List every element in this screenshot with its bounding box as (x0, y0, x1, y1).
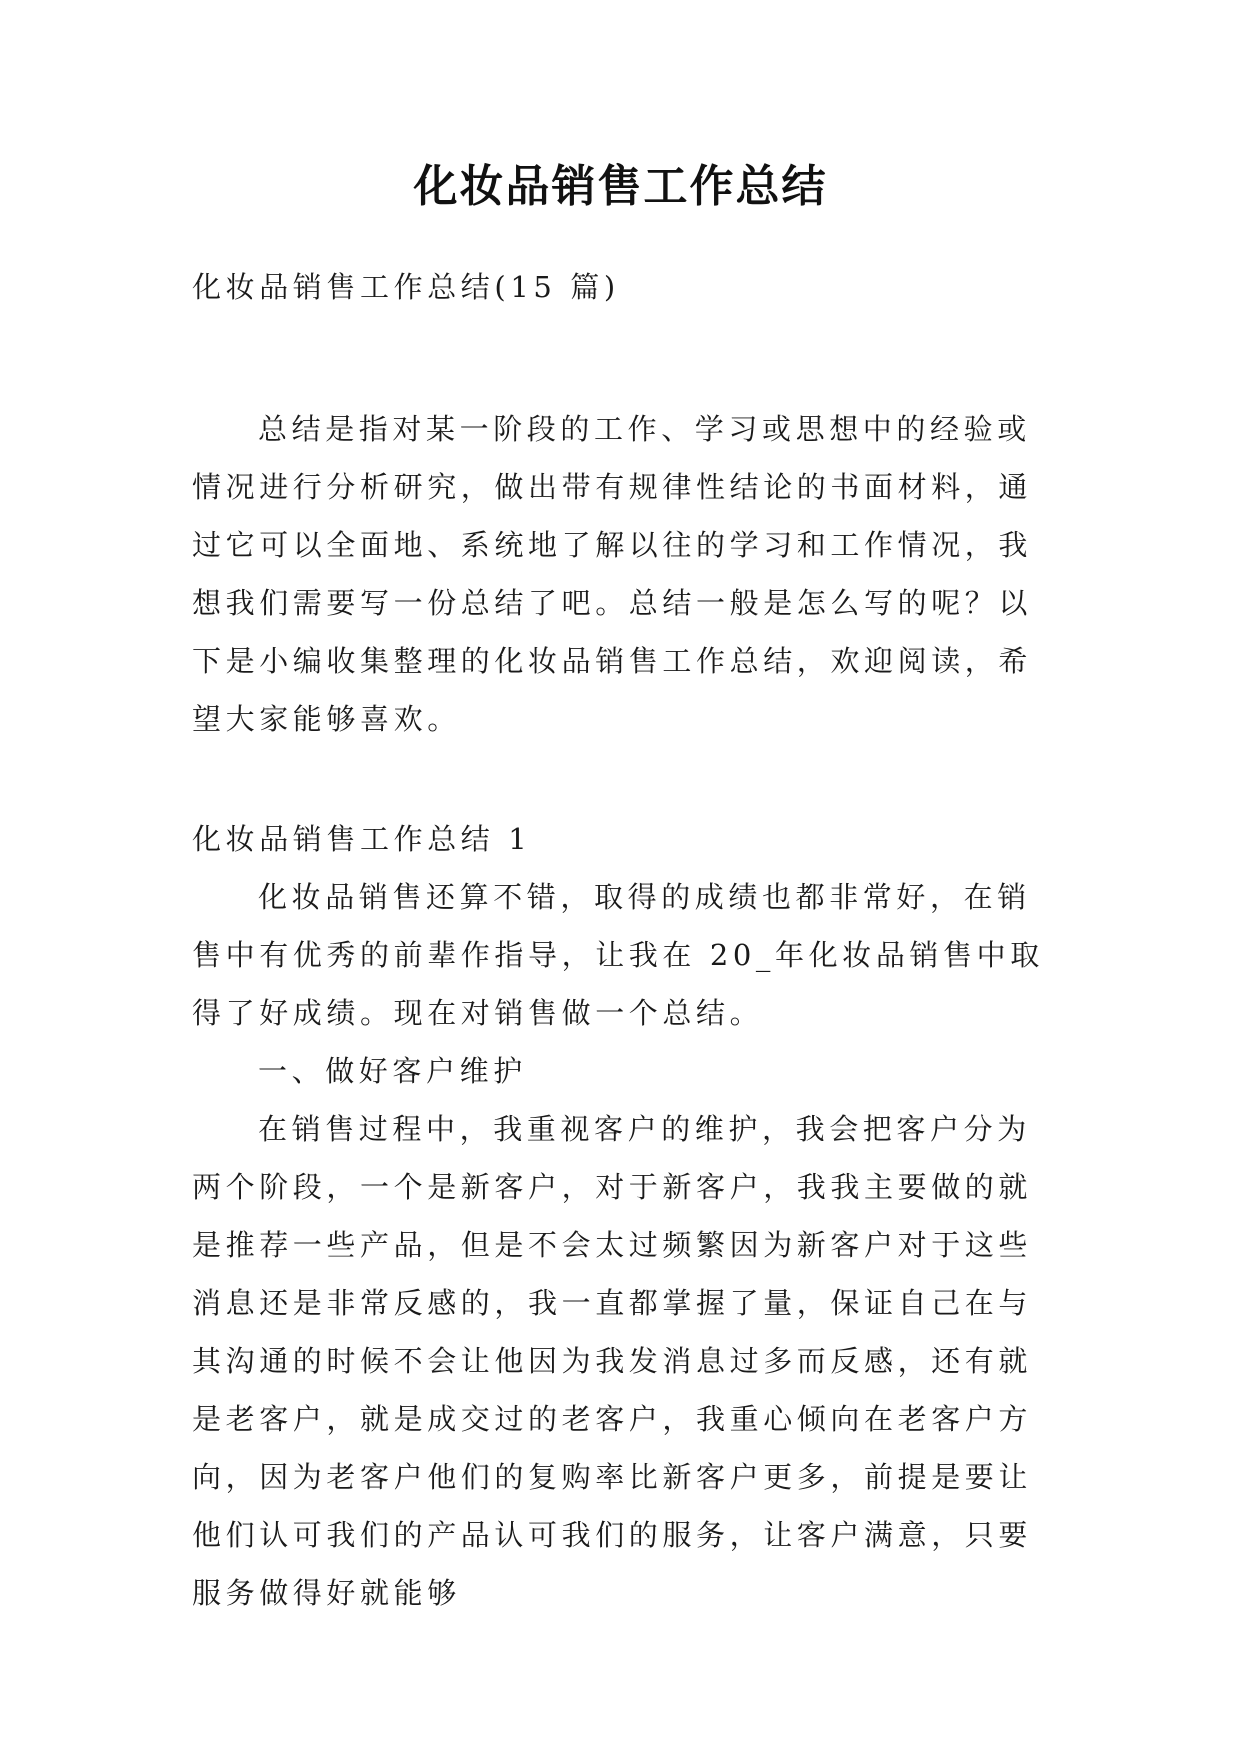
intro-section (192, 400, 1060, 748)
section-1 (192, 810, 1060, 1622)
section-paragraph-1: 化妆品销售还算不错，取得的成绩也都非常好，在销售中有优秀的前辈作指导，让我在 20_年化妆品销售中取得了好成绩。现在对销售做一个总结。 (192, 880, 1044, 1030)
section-subheading: 一、做好客户维护 (258, 1054, 527, 1088)
document-title: 化妆品销售工作总结 (413, 161, 828, 212)
intro-paragraph: 总结是指对某一阶段的工作、学习或思想中的经验或情况进行分析研究，做出带有规律性结论的书面材料，通过它可以全面地、系统地了解以往的学习和工作情况，我想我们需要写一份总结了吧。总结一般是怎么写的呢？以下是小编收集整理的化妆品销售工作总结，欢迎阅读，希望大家能够喜欢。 (192, 412, 1033, 736)
document-subtitle (192, 258, 1060, 316)
subtitle-text: 化妆品销售工作总结(15 篇) (192, 270, 620, 304)
section-heading: 化妆品销售工作总结 1 (192, 822, 532, 856)
section-paragraph-2: 在销售过程中，我重视客户的维护，我会把客户分为两个阶段，一个是新客户，对于新客户，我我主要做的就是推荐一些产品，但是不会太过频繁因为新客户对于这些消息还是非常反感的，我一直都掌握了量，保证自己在与其沟通的时候不会让他因为我发消息过多而反感，还有就是老客户，就是成交过的老客户，我重心倾向在老客户方向，因为老客户他们的复购率比新客户更多，前提是要让他们认可我们的产品认可我们的服务，让客户满意，只要服务做得好就能够 (192, 1112, 1033, 1610)
